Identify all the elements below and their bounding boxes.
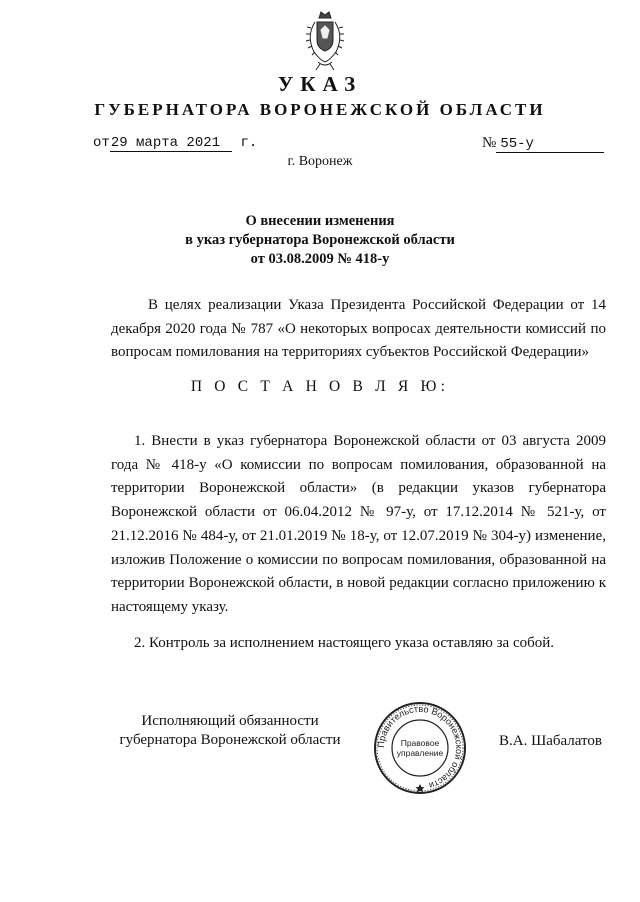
item-1-paragraph: 1. Внести в указ губернатора Воронежской области от 03 августа 2009 года № 418-у «О комиссии по вопросам помилования, образованной на территории Воронежской области» (в редакции указов губернатора Воронежской области от 06.04.2012 № 97-у, от 17.12.2014 № 521-у, от 21.12.2016 № 484-у, от 21.01.2019 № 18-у, от 12.07.2019 № 304-у) изменение, изложив Положение о комиссии по вопросам помилования, образованной на территории Воронежской области, в новой редакции согласно приложению к настоящему указу. — [111, 433, 606, 615]
date-value: 29 марта 2021 — [110, 136, 232, 152]
decree-heading: П О С Т А Н О В Л Я Ю: — [190, 378, 450, 395]
document-issuer: ГУБЕРНАТОРА ВОРОНЕЖСКОЙ ОБЛАСТИ — [94, 100, 546, 119]
seal-inner-line-2: управление — [396, 748, 444, 758]
round-seal-icon — [372, 700, 468, 796]
coat-of-arms-icon — [300, 8, 350, 72]
signatory-position — [110, 712, 350, 750]
item-2-paragraph: 2. Контроль за исполнением настоящего указа оставляю за собой. — [134, 635, 555, 651]
document-number — [482, 135, 604, 153]
document-date — [93, 135, 257, 152]
subject-line-2: в указ губернатора Воронежской области — [185, 232, 455, 248]
number-value: 55-у — [496, 137, 604, 153]
seal-outer-text: Правительство Воронежской области — [375, 703, 465, 791]
document-subject — [0, 212, 640, 269]
date-suffix: г. — [240, 135, 258, 151]
signatory-name: В.А. Шабалатов — [499, 733, 602, 749]
subject-line-3: от 03.08.2009 № 418-у — [250, 251, 390, 267]
document-title: УКАЗ — [277, 72, 363, 96]
position-line-2: губернатора Воронежской области — [119, 732, 341, 748]
number-prefix: № — [482, 135, 497, 151]
preamble-paragraph: В целях реализации Указа Президента Российской Федерации от 14 декабря 2020 года № 787 «О некоторых вопросах деятельности комиссий по вопросам помилования на территориях субъектов Российской Федерации» — [111, 297, 606, 361]
date-prefix: от — [93, 135, 110, 151]
subject-line-1: О внесении изменения — [245, 213, 395, 229]
position-line-1: Исполняющий обязанности — [141, 713, 319, 729]
document-city: г. Воронеж — [287, 154, 353, 169]
seal-inner-line-1: Правовое — [400, 738, 440, 748]
